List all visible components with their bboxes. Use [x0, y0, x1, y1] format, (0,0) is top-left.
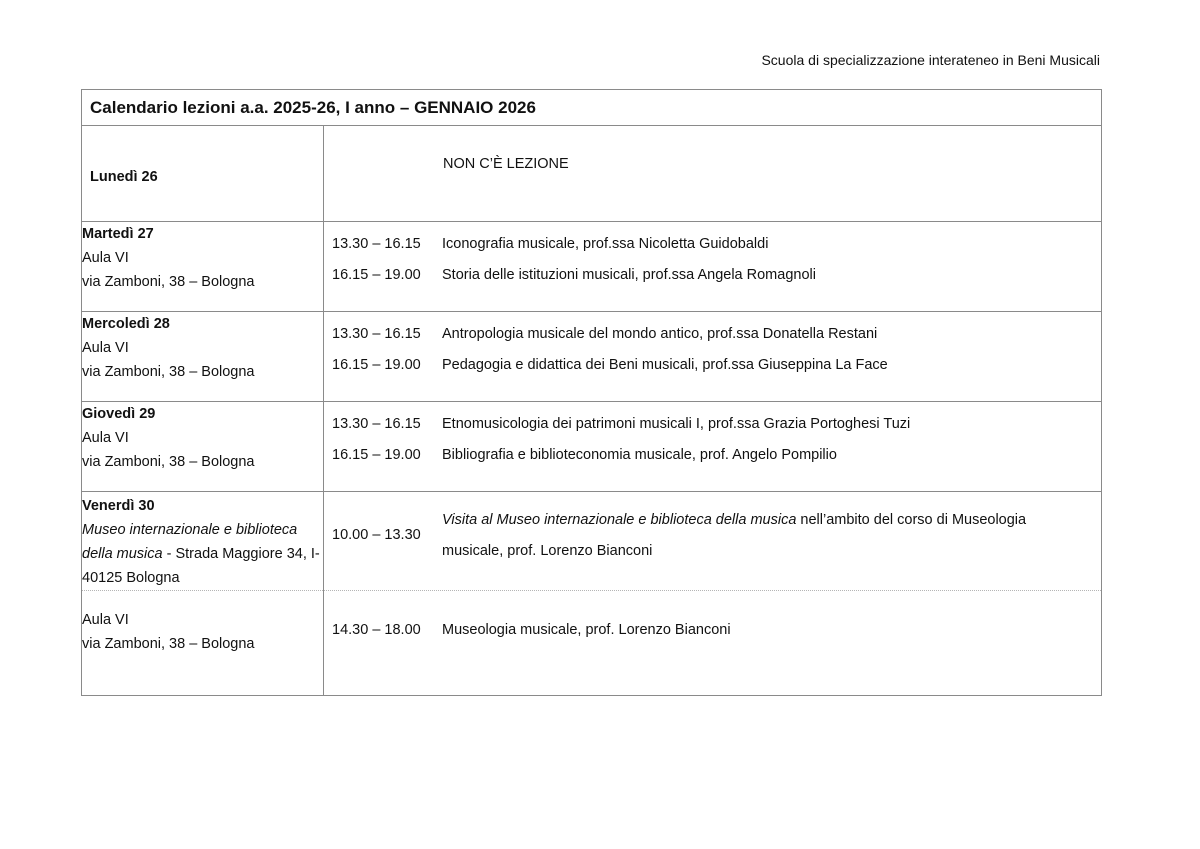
table-row: [82, 222, 1102, 312]
table-row: [82, 591, 1102, 696]
slot-time: 14.30 – 18.00: [332, 622, 421, 638]
day-cell: [82, 312, 324, 402]
venue-address: - Strada Maggiore 34, I-40125 Bologna: [82, 546, 320, 586]
day-label: Venerdì 30: [82, 498, 155, 514]
slot-time: 13.30 – 16.15: [332, 236, 421, 252]
address-label: via Zamboni, 38 – Bologna: [82, 274, 255, 290]
lesson-slot: [324, 350, 1101, 381]
venue-label: [82, 518, 323, 590]
room-label: Aula VI: [82, 430, 129, 446]
slot-time: 16.15 – 19.00: [332, 267, 421, 283]
table-title: Calendario lezioni a.a. 2025-26, I anno – GENNAIO 2026: [82, 90, 1102, 126]
room-label: Aula VI: [82, 612, 129, 628]
day-label: Mercoledì 28: [82, 316, 170, 332]
lesson-calendar-table: [81, 89, 1102, 696]
address-label: via Zamboni, 38 – Bologna: [82, 636, 255, 652]
address-label: via Zamboni, 38 – Bologna: [82, 454, 255, 470]
slot-time: 16.15 – 19.00: [332, 447, 421, 463]
lesson-slot: [324, 229, 1101, 260]
slot-course: [442, 505, 1101, 567]
day-cell: [82, 402, 324, 492]
slot-course: Iconografia musicale, prof.ssa Nicoletta Guidobaldi: [442, 236, 769, 252]
day-cell: [82, 492, 324, 591]
day-label: Lunedì 26: [82, 126, 324, 222]
day-label: Martedì 27: [82, 226, 154, 242]
table-row: [82, 126, 1102, 222]
slots-cell: [324, 492, 1102, 591]
address-label: via Zamboni, 38 – Bologna: [82, 364, 255, 380]
slot-time: 10.00 – 13.30: [332, 527, 421, 543]
slot-course: Antropologia musicale del mondo antico, prof.ssa Donatella Restani: [442, 326, 878, 342]
room-label: Aula VI: [82, 250, 129, 266]
table-title-row: [82, 90, 1102, 126]
room-label: Aula VI: [82, 340, 129, 356]
slot-time: 16.15 – 19.00: [332, 357, 421, 373]
lesson-slot: [324, 409, 1101, 440]
day-cell: [82, 222, 324, 312]
slots-cell: [324, 222, 1102, 312]
table-row: [82, 402, 1102, 492]
table-row: [82, 312, 1102, 402]
slots-cell: [324, 591, 1102, 696]
slot-course: Museologia musicale, prof. Lorenzo Bianconi: [442, 622, 731, 638]
slot-course: Storia delle istituzioni musicali, prof.ssa Angela Romagnoli: [442, 267, 816, 283]
lesson-slot: [324, 440, 1101, 471]
slots-cell: [324, 126, 1102, 222]
visit-title: Visita al Museo internazionale e biblioteca della musica: [442, 512, 797, 528]
slot-course: Etnomusicologia dei patrimoni musicali I, prof.ssa Grazia Portoghesi Tuzi: [442, 416, 911, 432]
slots-cell: [324, 402, 1102, 492]
institution-header: Scuola di specializzazione interateneo in Beni Musicali: [761, 52, 1100, 68]
day-label: Giovedì 29: [82, 406, 156, 422]
table-row: [82, 492, 1102, 591]
lesson-slot: [324, 260, 1101, 291]
venue-name: Museo internazionale e biblioteca della musica: [82, 522, 298, 562]
visit-details: nell’ambito del corso di Museologia musicale, prof. Lorenzo Bianconi: [442, 512, 1027, 559]
slot-course: Bibliografia e biblioteconomia musicale, prof. Angelo Pompilio: [442, 447, 837, 463]
no-lesson-note: NON C’È LEZIONE: [443, 156, 569, 172]
slots-cell: [324, 312, 1102, 402]
slot-time: 13.30 – 16.15: [332, 326, 421, 342]
lesson-slot: [324, 319, 1101, 350]
lesson-slot: [324, 591, 1101, 646]
slot-time: 13.30 – 16.15: [332, 416, 421, 432]
slot-course: Pedagogia e didattica dei Beni musicali, prof.ssa Giuseppina La Face: [442, 357, 888, 373]
lesson-slot: [324, 492, 1101, 567]
day-cell: [82, 591, 324, 696]
